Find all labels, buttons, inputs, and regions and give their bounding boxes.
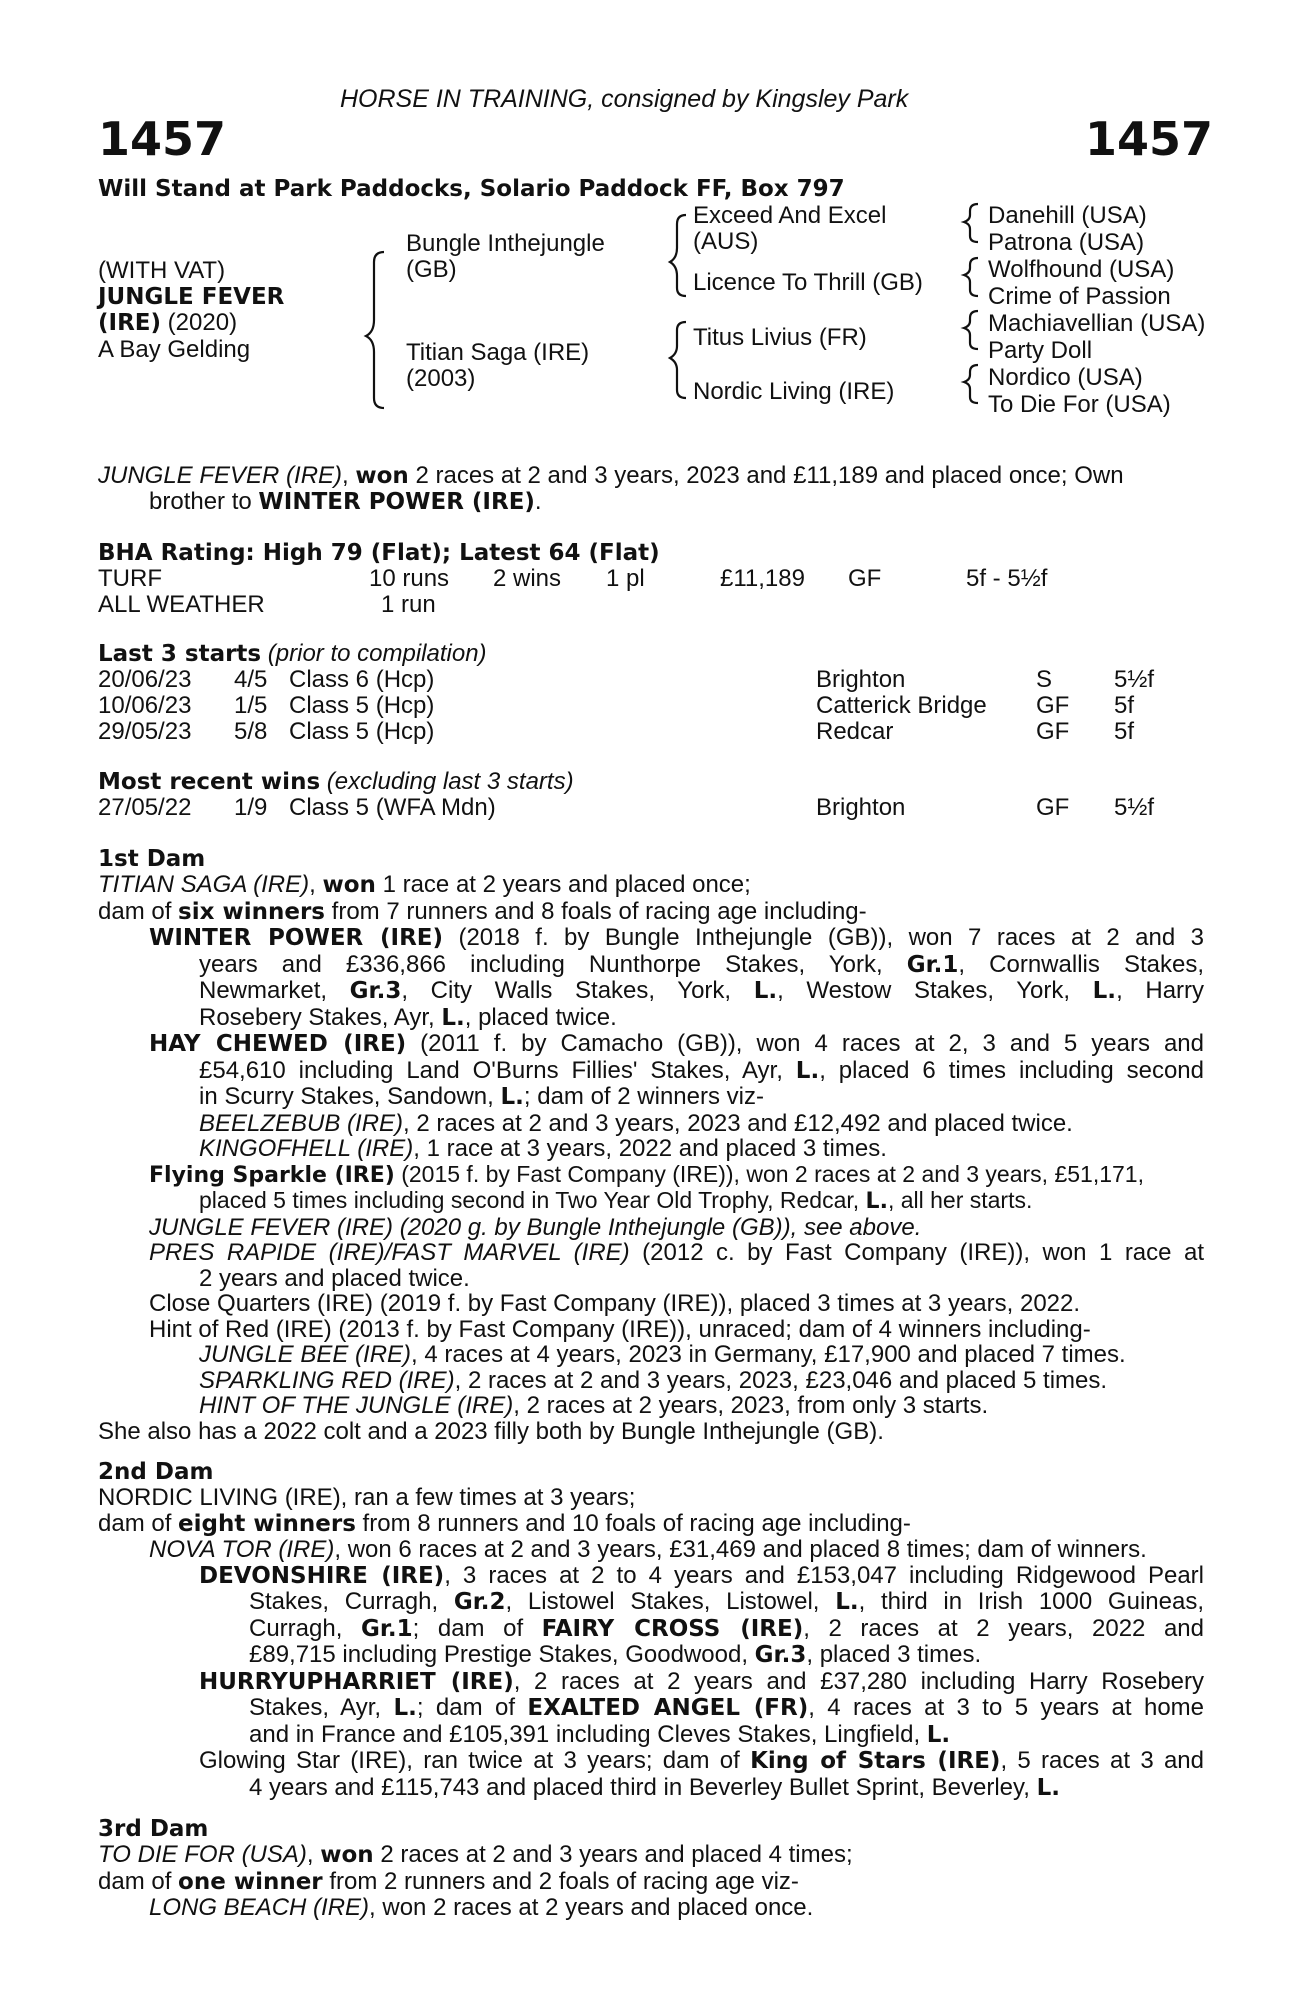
- race-class: Class 5 (Hcp): [289, 718, 435, 745]
- dam2-damof: dam of: [98, 1509, 179, 1537]
- nt-rest: , won 6 races at 2 and 3 years, £31,469 and placed 8 times; dam of winners.: [334, 1536, 1147, 1563]
- gs-t1b: , 5 races at 3 and: [1000, 1747, 1204, 1774]
- dv-l1: L.: [835, 1589, 859, 1615]
- recent-note: (excluding last 3 starts): [320, 768, 574, 795]
- dv-t2a: Stakes, Curragh,: [249, 1588, 454, 1615]
- fs-t1: (2015 f. by Fast Company (IRE)), won 2 races at 2 and 3 years, £51,171,: [394, 1160, 1144, 1187]
- dam-dam: Nordic Living (IRE): [693, 378, 895, 405]
- wp-t3b: , City Walls Stakes, York,: [401, 977, 754, 1004]
- dv-line1: [199, 1563, 1204, 1590]
- hr-line: Hint of Red (IRE) (2013 f. by Fast Company (IRE)), unraced; dam of 4 winners including-: [149, 1315, 1091, 1343]
- kg-name: KINGOFHELL (IRE): [199, 1135, 414, 1162]
- gen3-dsd: Party Doll: [988, 337, 1093, 364]
- jf-name: JUNGLE FEVER (IRE): [149, 1213, 394, 1241]
- gen3-ssd: Patrona (USA): [988, 229, 1145, 256]
- wp-l3: L.: [441, 1004, 465, 1031]
- horse-name: JUNGLE FEVER: [98, 284, 285, 310]
- fs-t2b: , all her starts.: [887, 1187, 1033, 1213]
- wp-t3c: , Westow Stakes, York,: [777, 977, 1093, 1004]
- dv-t2c: , third in Irish 1000 Guineas,: [858, 1588, 1204, 1615]
- last3-note: (prior to compilation): [261, 640, 487, 667]
- stabling-line: Will Stand at Park Paddocks, Solario Paddock FF, Box 797: [98, 176, 845, 202]
- exalted-angel-name: EXALTED ANGEL (FR): [527, 1695, 809, 1721]
- wp-l1: L.: [753, 978, 778, 1004]
- dv-gr1: Gr.1: [360, 1615, 413, 1642]
- pr-t1: (2012 c. by Fast Company (IRE)), won 1 race at: [629, 1239, 1204, 1266]
- jb-line: [199, 1342, 1204, 1368]
- dam1-winners: six winners: [178, 898, 325, 925]
- hay-chewed-entry: [98, 1031, 1204, 1162]
- pr-line2: 2 years and placed twice.: [199, 1264, 470, 1292]
- dam1-line1: TITIAN SAGA (IRE), won 1 race at 2 years and placed once;: [98, 871, 751, 898]
- win-going: GF: [1036, 794, 1070, 821]
- hh-line2: [249, 1695, 1204, 1722]
- recent-title: [98, 769, 574, 795]
- win-class: Class 5 (WFA Mdn): [289, 794, 496, 821]
- jf-rest: (2020 g. by Bungle Inthejungle (GB)), see above.: [393, 1213, 922, 1241]
- wp-gr1: Gr.1: [906, 951, 959, 978]
- hh-t3a: and in France and £105,391 including Cleves Stakes, Lingfield,: [249, 1720, 927, 1748]
- dam-sire: Titus Livius (FR): [693, 324, 867, 351]
- gen3-sds: Wolfhound (USA): [988, 256, 1175, 283]
- lb-name: LONG BEACH (IRE): [149, 1894, 370, 1921]
- dam1-body: [98, 872, 1204, 1444]
- gen3-dss: Machiavellian (USA): [988, 310, 1206, 337]
- hh-line1: [199, 1669, 1204, 1696]
- summary-comma: ,: [342, 462, 356, 489]
- sire-sire: Exceed And Excel: [693, 202, 887, 229]
- dam1-won: won: [322, 872, 376, 898]
- dam3-won: won: [320, 1842, 374, 1868]
- fairy-cross-name: FAIRY CROSS (IRE): [541, 1615, 804, 1642]
- dv-t1: , 3 races at 2 to 4 years and £153,047 including Ridgewood Pearl: [444, 1561, 1204, 1589]
- sire-name: Bungle Inthejungle: [406, 230, 605, 257]
- hh-t2c: , 4 races at 3 to 5 years at home: [808, 1694, 1205, 1721]
- nt-line: [149, 1537, 1204, 1563]
- dam1-title: 1st Dam: [98, 846, 206, 872]
- gen3-dds: Nordico (USA): [988, 364, 1143, 391]
- turf-going: GF: [848, 565, 882, 592]
- turf-label: TURF: [98, 565, 162, 592]
- wp-l2: L.: [1092, 978, 1117, 1004]
- dam1-damof: dam of: [98, 897, 179, 925]
- race-class: Class 6 (Hcp): [289, 666, 435, 693]
- sr-name: SPARKLING RED (IRE): [199, 1366, 455, 1394]
- hc-l2: L.: [500, 1084, 524, 1110]
- dam1-name: TITIAN SAGA (IRE): [98, 871, 310, 898]
- fs-line2: [199, 1188, 1204, 1215]
- lb-rest: , won 2 races at 2 years and placed once.: [369, 1894, 814, 1921]
- gs-l1: L.: [1036, 1774, 1060, 1801]
- dv-line2: [249, 1589, 1204, 1616]
- gs-t2a: 4 years and £115,743 and placed third in Beverley Bullet Sprint, Beverley,: [249, 1773, 1037, 1801]
- wp-t2b: , Cornwallis Stakes,: [958, 950, 1204, 978]
- hc-t2b: , placed 6 times including second: [819, 1056, 1204, 1084]
- summary-brother-name: WINTER POWER (IRE): [258, 489, 535, 515]
- dam2-line2: [98, 1511, 1204, 1538]
- jf-line: [149, 1215, 1204, 1241]
- lb-line: [149, 1895, 1204, 1921]
- wp-gr3: Gr.3: [349, 978, 402, 1004]
- sr-line: [199, 1368, 1204, 1394]
- fs-t2a: placed 5 times including second in Two Year Old Trophy, Redcar,: [199, 1187, 866, 1213]
- hc-line2: [199, 1058, 1204, 1085]
- race-going: GF: [1036, 718, 1070, 745]
- dam1-also: She also has a 2022 colt and a 2023 filly both by Bungle Inthejungle (GB).: [98, 1417, 884, 1445]
- race-going: GF: [1036, 692, 1070, 719]
- win-date: 27/05/22: [98, 794, 192, 821]
- vat-label: (WITH VAT): [98, 257, 226, 284]
- summary-end: .: [534, 488, 542, 515]
- sire-country: (GB): [406, 256, 457, 283]
- race-pos: 5/8: [234, 718, 268, 745]
- hh-t1: , 2 races at 2 years and £37,280 including Harry Rosebery: [513, 1667, 1205, 1695]
- nt-name: NOVA TOR (IRE): [149, 1536, 335, 1563]
- wp-t2a: years and £336,866 including Nunthorpe Stakes, York,: [199, 950, 907, 978]
- aw-runs: 1 run: [381, 591, 436, 618]
- gen3-sss: Danehill (USA): [988, 202, 1147, 229]
- summary-text: 2 races at 2 and 3 years, 2023 and £11,189 and placed once; Own: [408, 462, 1124, 489]
- race-class: Class 5 (Hcp): [289, 692, 435, 719]
- win-course: Brighton: [816, 794, 906, 821]
- dam-name: Titian Saga (IRE): [406, 339, 590, 366]
- brace-sd: [964, 258, 978, 296]
- recent-title-text: Most recent wins: [98, 769, 321, 795]
- last3-title: [98, 641, 487, 667]
- flying-sparkle-entry: [98, 1162, 1204, 1215]
- rating-title: BHA Rating: High 79 (Flat); Latest 64 (Flat): [98, 540, 660, 566]
- cq-line: Close Quarters (IRE) (2019 f. by Fast Company (IRE)), placed 3 times at 3 years, 2022.: [149, 1290, 1081, 1317]
- dam1-line2: [98, 899, 1204, 926]
- brace-main: [366, 252, 384, 408]
- dam1-record: 1 race at 2 years and placed once;: [375, 871, 751, 898]
- king-of-stars-name: King of Stars (IRE): [750, 1748, 1001, 1774]
- dv-name: DEVONSHIRE (IRE): [199, 1562, 445, 1589]
- fs-name: Flying Sparkle (IRE): [149, 1162, 395, 1188]
- dam2-title: 2nd Dam: [98, 1459, 214, 1485]
- sr-rest: , 2 races at 2 and 3 years, 2023, £23,046 and placed 5 times.: [454, 1366, 1108, 1394]
- wp-line2: [199, 952, 1204, 979]
- turf-dist: 5f - 5½f: [966, 565, 1048, 592]
- consignment-line: HORSE IN TRAINING, consigned by Kingsley Park: [340, 85, 909, 113]
- winter-power-entry: [98, 925, 1204, 1031]
- dv-t3c: , 2 races at 2 years, 2022 and: [803, 1614, 1205, 1642]
- sire-dam: Licence To Thrill (GB): [693, 269, 923, 296]
- last3-title-text: Last 3 starts: [98, 641, 262, 667]
- dv-t4a: £89,715 including Prestige Stakes, Goodwood,: [249, 1641, 755, 1668]
- hh-l2: L.: [926, 1721, 951, 1748]
- wp-t4a: Rosebery Stakes, Ayr,: [199, 1003, 442, 1031]
- hh-t2a: Stakes, Ayr,: [249, 1694, 394, 1721]
- pr-name: PRES RAPIDE (IRE)/FAST MARVEL (IRE): [149, 1239, 630, 1266]
- brace-ss: [964, 204, 978, 242]
- turf-wins: 2 wins: [493, 565, 562, 592]
- summary-horse-name: JUNGLE FEVER (IRE): [98, 462, 343, 489]
- dv-t4b: , placed 3 times.: [806, 1641, 982, 1668]
- dam-year: (2003): [406, 365, 476, 392]
- wp-t1: (2018 f. by Bungle Inthejungle (GB)), won 7 races at 2 and 3: [443, 924, 1204, 951]
- kg-rest: , 1 race at 3 years, 2022 and placed 3 times.: [413, 1135, 887, 1162]
- race-date: 10/06/23: [98, 692, 192, 719]
- race-course: Brighton: [816, 666, 906, 693]
- dv-t2b: , Listowel Stakes, Listowel,: [505, 1588, 836, 1615]
- dv-line4: [249, 1642, 1204, 1669]
- dv-gr3: Gr.3: [754, 1642, 807, 1668]
- fs-line1: [149, 1162, 1204, 1189]
- wp-name: WINTER POWER (IRE): [149, 925, 444, 951]
- summary-line1: [98, 463, 1124, 489]
- jungle-fever-entry: [98, 1215, 1204, 1241]
- brace-sire: [670, 215, 686, 296]
- gs-t1a: Glowing Star (IRE), ran twice at 3 years; dam of: [199, 1747, 751, 1774]
- hh-l1: L.: [393, 1695, 417, 1721]
- dam3-line1: TO DIE FOR (USA), won 2 races at 2 and 3 years and placed 4 times;: [98, 1841, 853, 1868]
- summary-brother-label: brother to: [149, 488, 259, 515]
- turf-runs: 10 runs: [369, 565, 450, 592]
- summary-won: won: [355, 463, 409, 489]
- bz-name: BEELZEBUB (IRE): [199, 1109, 404, 1137]
- turf-pl: 1 pl: [606, 565, 645, 592]
- dam3-title: 3rd Dam: [98, 1816, 209, 1842]
- ht-name: HINT OF THE JUNGLE (IRE): [199, 1392, 514, 1419]
- hc-line1: [149, 1031, 1204, 1058]
- sire-sire-country: (AUS): [693, 228, 759, 255]
- race-course: Catterick Bridge: [816, 692, 987, 719]
- hh-t2b: ; dam of: [416, 1694, 528, 1721]
- turf-prize: £11,189: [720, 565, 805, 592]
- dv-t3b: ; dam of: [412, 1614, 542, 1642]
- brace-dam: [670, 322, 686, 398]
- gs-line2: [249, 1775, 1204, 1802]
- wp-line4: [199, 1005, 1204, 1032]
- gen3-ddd: To Die For (USA): [988, 391, 1171, 418]
- lot-number-right: 1457: [1085, 112, 1214, 166]
- bz-line: [199, 1111, 1204, 1137]
- dam3-damof: dam of: [98, 1867, 179, 1895]
- dam3-winners: one winner: [178, 1868, 323, 1895]
- pr-line1: [149, 1240, 1204, 1266]
- hc-line3: [199, 1084, 1204, 1111]
- dam3-record: 2 races at 2 and 3 years and placed 4 times;: [373, 1841, 853, 1868]
- hc-t3a: in Scurry Stakes, Sandown,: [199, 1083, 501, 1110]
- kg-line: [199, 1136, 1204, 1162]
- summary-line2: [149, 489, 542, 515]
- dv-gr2: Gr.2: [453, 1589, 506, 1615]
- brace-dd: [964, 365, 978, 403]
- wp-t3d: , Harry: [1116, 977, 1205, 1004]
- dam3-runners: from 2 runners and 2 foals of racing age viz-: [322, 1867, 799, 1895]
- hh-line3: [249, 1722, 1204, 1749]
- race-going: S: [1036, 666, 1053, 693]
- wp-line1: [149, 925, 1204, 952]
- hh-name: HURRYUPHARRIET (IRE): [199, 1668, 514, 1695]
- gen3-sdd: Crime of Passion: [988, 283, 1171, 310]
- aw-label: ALL WEATHER: [98, 591, 265, 618]
- dam2-winners: eight winners: [178, 1510, 356, 1537]
- lot-number-left: 1457: [98, 112, 227, 166]
- dam1-runners: from 7 runners and 8 foals of racing age including-: [324, 897, 867, 925]
- wp-t4b: , placed twice.: [464, 1003, 617, 1031]
- bz-rest: , 2 races at 2 and 3 years, 2023 and £12,492 and placed twice.: [403, 1109, 1073, 1137]
- ht-line: [199, 1393, 1204, 1419]
- race-date: 20/06/23: [98, 666, 192, 693]
- horse-country: (IRE): [98, 310, 162, 336]
- fs-l1: L.: [865, 1189, 888, 1214]
- race-dist: 5f: [1114, 718, 1135, 745]
- brace-ds: [964, 311, 978, 349]
- ht-rest: , 2 races at 2 years, 2023, from only 3 starts.: [513, 1392, 989, 1419]
- dam2-runners: from 8 runners and 10 foals of racing age including-: [355, 1509, 911, 1537]
- race-date: 29/05/23: [98, 718, 192, 745]
- race-dist: 5f: [1114, 692, 1135, 719]
- horse-description: A Bay Gelding: [98, 336, 251, 363]
- hc-t1: (2011 f. by Camacho (GB)), won 4 races at 2, 3 and 5 years and: [406, 1030, 1204, 1057]
- wp-t3a: Newmarket,: [199, 977, 350, 1004]
- dv-line3: [249, 1616, 1204, 1643]
- dam3-line2: [98, 1869, 1204, 1896]
- race-course: Redcar: [816, 718, 894, 745]
- dam2-line1: NORDIC LIVING (IRE), ran a few times at 3 years;: [98, 1484, 636, 1511]
- wp-line3: [199, 978, 1204, 1005]
- dam2-body: [98, 1485, 1204, 1801]
- dam3-body: [98, 1842, 1204, 1921]
- hc-name: HAY CHEWED (IRE): [149, 1031, 407, 1057]
- dam3-name: TO DIE FOR (USA): [98, 1841, 307, 1868]
- win-dist: 5½f: [1114, 794, 1155, 821]
- hc-t2a: £54,610 including Land O'Burns Fillies' Stakes, Ayr,: [199, 1056, 796, 1084]
- jb-rest: , 4 races at 4 years, 2023 in Germany, £17,900 and placed 7 times.: [411, 1341, 1126, 1368]
- dv-t3a: Curragh,: [249, 1614, 361, 1642]
- horse-year: (2020): [161, 309, 238, 336]
- race-pos: 4/5: [234, 666, 268, 693]
- jb-name: JUNGLE BEE (IRE): [199, 1341, 412, 1368]
- gs-line1: [199, 1748, 1204, 1775]
- race-dist: 5½f: [1114, 666, 1155, 693]
- hc-t3b: ; dam of 2 winners viz-: [523, 1083, 764, 1110]
- win-pos: 1/9: [234, 794, 268, 821]
- pres-rapide-entry: [98, 1240, 1204, 1291]
- hc-l1: L.: [795, 1057, 820, 1084]
- race-pos: 1/5: [234, 692, 268, 719]
